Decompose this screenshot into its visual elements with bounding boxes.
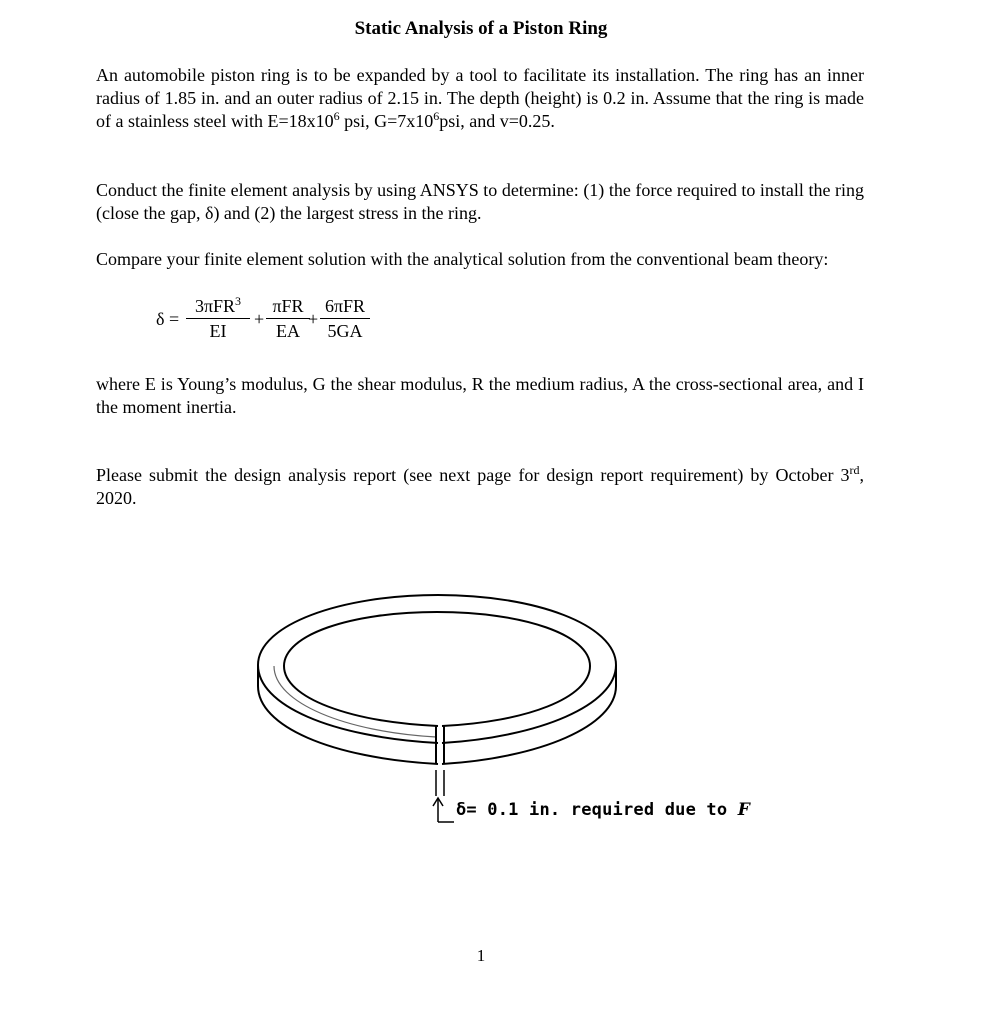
- intro-paragraph: [96, 64, 864, 133]
- page-number: 1: [476, 946, 486, 965]
- intro-text-1: An automobile piston ring is to be expanded by a tool to facilitate its installation. The ring has an inner radius of 1.85 in. and an outer radius of 2.15 in. The depth (height) is 0.2 in. Assume that the ring is made of a stainless steel with E=18x10: [96, 65, 864, 131]
- gap-caption: [456, 800, 750, 820]
- term1-denominator: EI: [209, 321, 227, 341]
- submit-text-2: , 2020.: [96, 465, 864, 508]
- intro-exponent-1: 6: [333, 109, 340, 123]
- formula-term-bending: [186, 296, 250, 342]
- intro-exponent-2: 6: [433, 109, 440, 123]
- term2-numerator: πFR: [272, 296, 304, 316]
- task-paragraph: Conduct the finite element analysis by using ANSYS to determine: (1) the force required to install the ring (close the gap, δ) and (2) the largest stress in the ring.: [96, 180, 864, 223]
- compare-paragraph: Compare your finite element solution with the analytical solution from the conventional beam theory:: [96, 249, 829, 269]
- force-symbol: F: [737, 800, 751, 820]
- page-title: Static Analysis of a Piston Ring: [354, 18, 608, 39]
- submit-ordinal: rd: [849, 463, 860, 477]
- formula-plus-1: +: [254, 309, 265, 329]
- formula-lhs: δ =: [156, 309, 180, 329]
- submit-text-1: Please submit the design analysis report (see next page for design report requirement) by October 3: [96, 465, 850, 485]
- ring-outer-top-edge: [258, 595, 616, 743]
- intro-text-2: psi, G=7x10: [339, 111, 434, 131]
- term1-exponent: 3: [235, 294, 242, 308]
- ring-inner-edge: [284, 612, 590, 726]
- formula-plus-2: +: [308, 309, 319, 329]
- formula-term-axial: [266, 296, 310, 342]
- submit-paragraph: [96, 464, 864, 510]
- term3-denominator: 5GA: [327, 321, 363, 341]
- term2-denominator: EA: [276, 321, 300, 341]
- formula-term-shear: [320, 296, 370, 342]
- where-paragraph: where E is Young’s modulus, G the shear modulus, R the medium radius, A the cross-sectional area, and I the moment inertia.: [96, 374, 864, 417]
- gap-caption-text: δ= 0.1 in. required due to: [456, 800, 738, 820]
- term1-numerator: 3πFR: [194, 296, 236, 316]
- term3-numerator: 6πFR: [324, 296, 366, 316]
- intro-text-3: psi, and v=0.25.: [439, 111, 555, 131]
- deflection-formula: [156, 296, 396, 352]
